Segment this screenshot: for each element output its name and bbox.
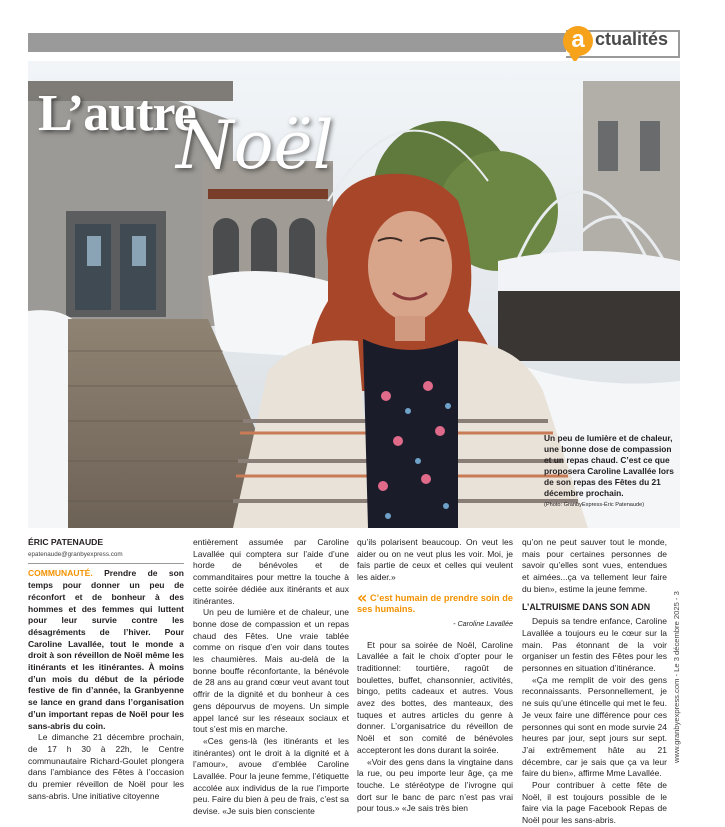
caption-text: Un peu de lumière et de chaleur, une bonne dose de compassion et un repas chaud. C’est ce que proposera Caroline Lavallée lors de son repas des Fêtes du 21 décembre prochain. xyxy=(544,433,674,498)
pull-quote-text: C’est humain de prendre soin de ses humains. xyxy=(357,592,513,615)
headline-part-1: L’autre xyxy=(38,85,196,142)
paragraph-9: Depuis sa tendre enfance, Caroline Lavallée a toujours eu le cœur sur la main. Pas étonnant de la voir organiser un festin des Fêtes pour les personnes en situation d’itinérance. xyxy=(522,616,667,674)
photo-caption xyxy=(544,433,678,511)
photo-credit: (Photo: GranbyExpress-Éric Patenaude) xyxy=(544,502,645,509)
paragraph-3: Un peu de lumière et de chaleur, une bonne dose de compassion et un repas chaud des Fêtes. Une vraie tablée comme on risque d’en voir dans toutes les chaumières. Mais au-delà de la bonne bouffe réconfortante, la bénévole de 28 ans au grand cœur veut avant tout offrir de la dignité et du bonheur à ces gens dépourvus de moyens. Un simple appel lancé sur les réseaux sociaux et tout s’est mis en marche. xyxy=(193,607,349,735)
headline-part-2: Noël xyxy=(176,107,334,184)
quote-mark-icon: « xyxy=(357,587,368,607)
article-column-1 xyxy=(28,537,184,802)
section-name: ctualités xyxy=(595,29,669,49)
subheading: L’ALTRUISME DANS SON ADN xyxy=(522,601,651,612)
paragraph-4: «Ces gens-là (les itinérants et les itinérantes) ont le droit à la dignité et à l’amour», avoue d’emblée Caroline Lavallée. Pour la jeune femme, l’étiquette accolée aux individus de la rue l’importe peu. Faire du bien à peu de frais, c’est sa devise. «Je suis bien consciente xyxy=(193,735,349,817)
paragraph-1: Le dimanche 21 décembre prochain, de 17 h 30 à 22h, le Centre communautaire Richard-Goulet plongera dans l’ambiance des Fêtes à l’occasion du premier réveillon de Noël pour les sans-abris. Une initiative citoyenne xyxy=(28,732,184,801)
pull-quote-attribution: - Caroline Lavallée xyxy=(453,618,513,628)
paragraph-2: entièrement assumée par Caroline Lavallée qui comptera sur l’aide d’une horde de bénévoles et de commanditaires pour mettre la touche à cette soirée dédiée aux itinérants et aux itinérantes. xyxy=(193,537,349,606)
kicker: COMMUNAUTÉ. xyxy=(28,568,93,579)
paragraph-10: «Ça me remplit de voir des gens reconnaissants. Personnellement, je ne suis qu’une étincelle qui met le feu. Je veux faire une différence pour ces personnes qui sont en mode survie 24 heures par jour, sept jours sur sept. J’ai extrêmement hâte au 21 décembre, car je sais que ça va leur faire du bien», affirme Mme Lavallée. xyxy=(522,674,667,779)
paragraph-6: Et pour sa soirée de Noël, Caroline Lavallée a fait le choix d’opter pour le traditionnel: tourtière, ragoût de boulettes, buffet, chansonnier, activités, bingo, petits cadeaux et autres. Vous avez des bottes, des manteaux, des tuques et autres articles du genre à donner. L’organisatrice du réveillon de Noël et son comité de bénévoles accepteront les dons durant la soirée. xyxy=(357,639,513,755)
byline-email: epatenaude@granbyexpress.com xyxy=(28,549,184,565)
article-column-4 xyxy=(522,537,667,827)
byline-name: ÉRIC PATENAUDE xyxy=(28,537,104,547)
paragraph-8: qu’on ne peut sauver tout le monde, mais pour certaines personnes de savoir qu’elles sont vues, entendues et aimées...ça va tellement leur faire du bien», estime la jeune femme. xyxy=(522,537,667,594)
page-footer-rail: www.granbyexpress.com - Le 3 décembre 2025 - 3 xyxy=(672,591,681,763)
article-column-3 xyxy=(357,537,513,815)
lead-paragraph: Prendre de son temps pour donner un peu de réconfort et de bonheur à des hommes et des femmes qui luttent pour leur survie contre les désagréments de l’hiver. Pour Caroline Lavallée, tout le monde a droit à son réveillon de Noël même les itinérants et les itinérantes. À moins d’un mois du début de la période festive de fin d’année, la Granbyenne se lance en grand dans l’organisation d’un important repas de Noël pour les sans-abris du coin. xyxy=(28,568,184,731)
pull-quote xyxy=(357,587,513,616)
section-logo-letter: a xyxy=(563,26,593,56)
paragraph-5: qu’ils polarisent beaucoup. On veut les aider ou on ne veut plus les voir. Moi, je fais partie de ceux et celles qui veulent les aider.» xyxy=(357,537,513,583)
paragraph-7: «Voir des gens dans la vingtaine dans la rue, ou peu importe leur âge, ça me touche. Le stéréotype de l’ivrogne qui dort sur le banc de parc n’est pas vrai pour tous.» «Je sais très bien xyxy=(357,756,513,814)
paragraph-11: Pour contribuer à cette fête de Noël, il est toujours possible de le faire via la page Facebook Repas de Noël pour les sans-abris. xyxy=(522,780,667,826)
